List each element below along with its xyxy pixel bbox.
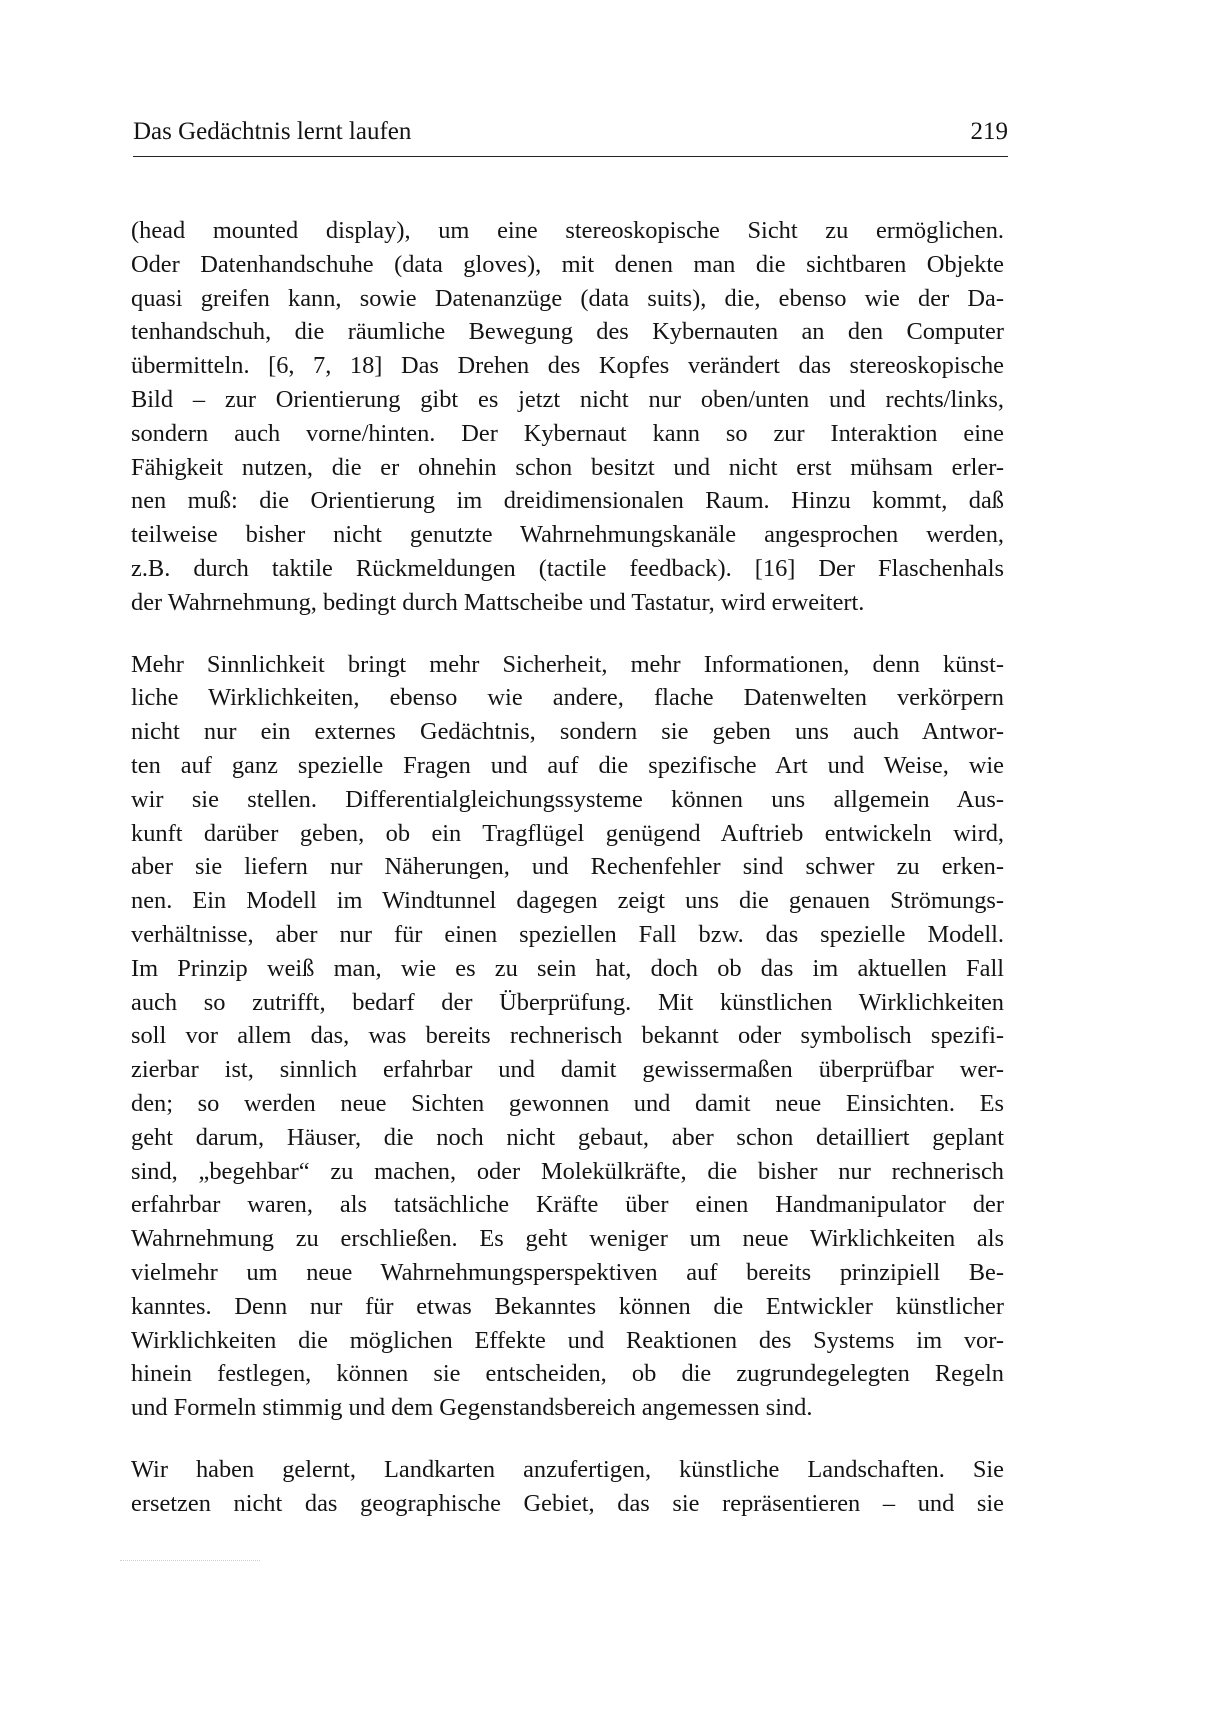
scan-artifact — [120, 1560, 260, 1565]
text-line: aber sie liefern nur Näherungen, und Rechenfehler sind schwer zu erken- — [131, 853, 1004, 881]
text-line: übermitteln. [6, 7, 18] Das Drehen des Kopfes verändert das stereoskopische — [131, 352, 1004, 380]
text-line: nen. Ein Modell im Windtunnel dagegen zeigt uns die genauen Strömungs- — [131, 887, 1004, 915]
text-line: der Wahrnehmung, bedingt durch Mattscheibe und Tastatur, wird erweitert. — [131, 588, 865, 616]
text-line: liche Wirklichkeiten, ebenso wie andere, flache Datenwelten verkörpern — [131, 684, 1004, 712]
text-line: teilweise bisher nicht genutzte Wahrnehmungskanäle angesprochen werden, — [131, 521, 1004, 549]
text-line: sondern auch vorne/hinten. Der Kybernaut kann so zur Interaktion eine — [131, 419, 1004, 447]
text-line: Bild – zur Orientierung gibt es jetzt nicht nur oben/unten und rechts/links, — [131, 385, 1004, 413]
text-line: Fähigkeit nutzen, die er ohnehin schon besitzt und nicht erst mühsam erler- — [131, 453, 1004, 481]
page-number: 219 — [970, 118, 1008, 145]
text-line: Wahrnehmung zu erschließen. Es geht weniger um neue Wirklichkeiten als — [131, 1225, 1004, 1253]
text-line: hinein festlegen, können sie entscheiden, ob die zugrundegelegten Regeln — [131, 1360, 1004, 1388]
paragraph-2 — [131, 648, 1004, 1425]
text-line: kunft darüber geben, ob ein Tragflügel genügend Auftrieb entwickeln wird, — [131, 819, 1004, 847]
text-line: den; so werden neue Sichten gewonnen und damit neue Einsichten. Es — [131, 1089, 1004, 1117]
text-line: Oder Datenhandschuhe (data gloves), mit denen man die sichtbaren Objekte — [131, 250, 1004, 278]
text-line: (head mounted display), um eine stereoskopische Sicht zu ermöglichen. — [131, 217, 1004, 244]
text-line: z.B. durch taktile Rückmeldungen (tactile feedback). [16] Der Flaschenhals — [131, 554, 1004, 582]
text-line: auch so zutrifft, bedarf der Überprüfung. Mit künstlichen Wirklichkeiten — [131, 988, 1004, 1016]
text-line: nicht nur ein externes Gedächtnis, sondern sie geben uns auch Antwor- — [131, 718, 1004, 746]
text-line: Mehr Sinnlichkeit bringt mehr Sicherheit, mehr Informationen, denn künst- — [131, 650, 1004, 678]
text-line: verhältnisse, aber nur für einen speziellen Fall bzw. das spezielle Modell. — [131, 920, 1004, 948]
text-line: wir sie stellen. Differentialgleichungssysteme können uns allgemein Aus- — [131, 785, 1004, 813]
text-line: soll vor allem das, was bereits rechnerisch bekannt oder symbolisch spezifi- — [131, 1022, 1004, 1050]
text-line: und Formeln stimmig und dem Gegenstandsbereich angemessen sind. — [131, 1394, 813, 1422]
text-line: Im Prinzip weiß man, wie es zu sein hat, doch ob das im aktuellen Fall — [131, 954, 1004, 982]
text-line: ten auf ganz spezielle Fragen und auf die spezifische Art und Weise, wie — [131, 751, 1004, 779]
text-line: tenhandschuh, die räumliche Bewegung des Kybernauten an den Computer — [131, 318, 1004, 346]
text-line: Wir haben gelernt, Landkarten anzufertigen, künstliche Landschaften. Sie — [131, 1455, 1004, 1483]
text-line: ersetzen nicht das geographische Gebiet, das sie repräsentieren – und sie — [131, 1489, 1004, 1517]
paragraph-1 — [131, 214, 1004, 620]
text-line: vielmehr um neue Wahrnehmungsperspektiven auf bereits prinzipiell Be- — [131, 1258, 1004, 1286]
text-line: kanntes. Denn nur für etwas Bekanntes können die Entwickler künstlicher — [131, 1292, 1004, 1320]
text-line: erfahrbar waren, als tatsächliche Kräfte über einen Handmanipulator der — [131, 1191, 1004, 1219]
text-line: geht darum, Häuser, die noch nicht gebaut, aber schon detailliert geplant — [131, 1123, 1004, 1151]
paragraph-3 — [131, 1453, 1004, 1521]
text-line: quasi greifen kann, sowie Datenanzüge (data suits), die, ebenso wie der Da- — [131, 284, 1004, 312]
text-line: sind, „begehbar“ zu machen, oder Molekülkräfte, die bisher nur rechnerisch — [131, 1157, 1004, 1185]
running-title: Das Gedächtnis lernt laufen — [133, 118, 412, 145]
text-line: nen muß: die Orientierung im dreidimensionalen Raum. Hinzu kommt, daß — [131, 487, 1004, 515]
body-text — [131, 214, 1004, 1548]
text-line: zierbar ist, sinnlich erfahrbar und damit gewissermaßen überprüfbar wer- — [131, 1056, 1004, 1084]
text-line: Wirklichkeiten die möglichen Effekte und Reaktionen des Systems im vor- — [131, 1326, 1004, 1354]
running-header — [133, 116, 1008, 157]
